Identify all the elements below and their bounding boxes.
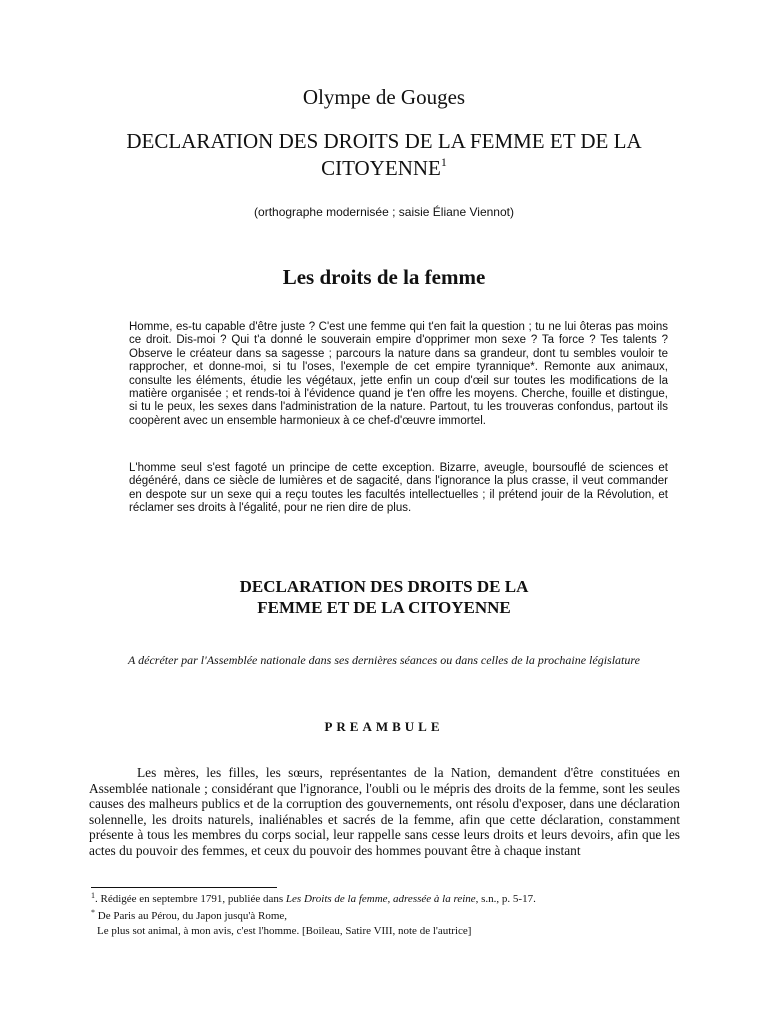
preamble-paragraph: Les mères, les filles, les sœurs, représentantes de la Nation, demandent d'être constituées en Assemblée nationale ; considérant que l'ignorance, l'oubli ou le mépris des droits de la femme, sont les seules causes des malheurs publics et de la corruption des gouvernements, ont résolu d'exposer, dans une déclaration solennelle, les droits naturels, inaliénables et sacrés de la femme, afin que cette déclaration, constamment présente à tous les membres du corps social, leur rappelle sans cesse leurs droits et leurs devoirs, afin que les actes du pouvoir des femmes, et ceux du pouvoir des hommes pouvant être à chaque instant [89, 765, 680, 858]
author-name: Olympe de Gouges [302, 85, 466, 109]
document-title [90, 128, 678, 182]
footnote-2 [91, 910, 691, 923]
declaration-heading [0, 576, 768, 618]
footnote-book-title: Les Droits de la femme, adressée à la reine [285, 893, 476, 905]
transcription-note: (orthographe modernisée ; saisie Éliane Viennot) [254, 205, 514, 219]
footnote-text: . Rédigée en septembre 1791, publiée dans [95, 893, 286, 905]
document-title-text: DECLARATION DES DROITS DE LA FEMME ET DE LA CITOYENNE [126, 129, 642, 180]
title-footnote-ref[interactable]: 1 [440, 155, 447, 169]
decree-note: A décréter par l'Assemblée nationale dans ses dernières séances ou dans celles de la prochaine législature [128, 653, 640, 667]
footnote-divider [91, 887, 277, 888]
declaration-heading-line: FEMME ET DE LA CITOYENNE [257, 598, 511, 617]
footnote-1 [91, 893, 691, 906]
body-paragraph: L'homme seul s'est fagoté un principe de cette exception. Bizarre, aveugle, boursouflé de sciences et dégénéré, dans ce siècle de lumières et de sagacité, dans l'ignorance la plus crasse, il veut commander en despote sur un sexe qui a reçu toutes les facultés intellectuelles ; il prétend jouir de la Révolution, et réclamer ses droits à l'égalité, pour ne rien dire de plus. [129, 462, 668, 515]
footnote-2-continuation: Le plus sot animal, à mon avis, c'est l'homme. [Boileau, Satire VIII, note de l'autrice] [97, 925, 472, 937]
footnote-text: De Paris au Pérou, du Japon jusqu'à Rome, [95, 910, 288, 922]
preamble-heading: PREAMBULE [324, 719, 444, 734]
body-paragraph: Homme, es-tu capable d'être juste ? C'est une femme qui t'en fait la question ; tu ne lui ôteras pas moins ce droit. Dis-moi ? Qui t'a donné le souverain empire d'opprimer mon sexe ? Ta force ? Tes talents ? Observe le créateur dans sa sagesse ; parcours la nature dans sa grandeur, dont tu sembles vouloir te rapprocher, et donne-moi, si tu l'oses, l'exemple de cet empire tyrannique*. Remonte aux animaux, consulte les éléments, étudie les végétaux, jette enfin un coup d'œil sur toutes les modifications de la matière organisée ; et rends-toi à l'évidence quand je t'en offre les moyens. Cherche, fouille et distingue, si tu le peux, les sexes dans l'administration de la nature. Partout, tu les trouveras confondus, partout ils coopèrent avec un ensemble harmonieux à ce chef-d'œuvre immortel. [129, 321, 668, 427]
section-heading: Les droits de la femme [282, 265, 486, 289]
footnote-text: , s.n., p. 5-17. [475, 893, 536, 905]
footnote-marker: 1 [91, 891, 95, 900]
footnote-marker: * [91, 908, 95, 917]
declaration-heading-line: DECLARATION DES DROITS DE LA [239, 577, 529, 596]
